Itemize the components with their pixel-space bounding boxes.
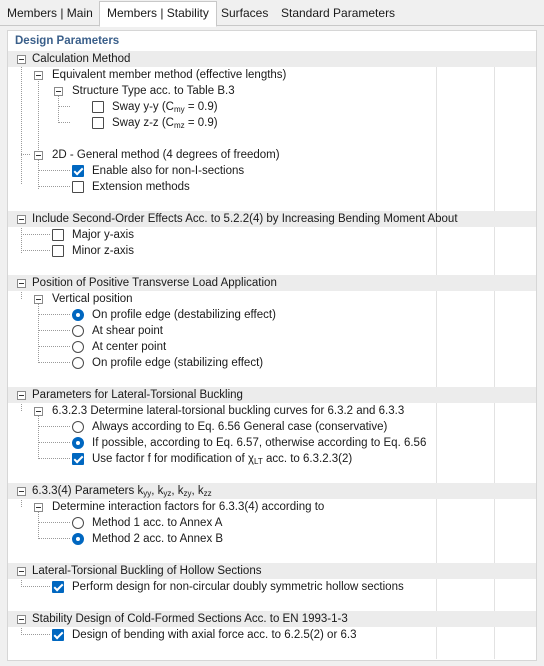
option-label: Perform design for non-circular doubly symmetric hollow sections [72, 581, 404, 593]
group-calculation-method[interactable] [8, 51, 537, 67]
group-label: Parameters for Lateral-Torsional Buckling [32, 389, 243, 401]
collapse-toggle-icon[interactable] [34, 295, 43, 304]
option-label: Method 2 acc. to Annex B [92, 533, 224, 545]
radio-button[interactable] [72, 533, 84, 545]
design-parameters-panel [7, 30, 537, 661]
option-major-axis[interactable] [8, 227, 537, 243]
group-label: Lateral-Torsional Buckling of Hollow Sections [32, 565, 262, 577]
radio-button[interactable] [72, 309, 84, 321]
group-label: 6.3.3(4) Parameters $k_{yy}$, $k_{yz}$, $k_{zy}$, $k_{zz}$ [32, 485, 212, 498]
extension-methods-checkbox[interactable] [72, 181, 84, 193]
collapse-toggle-icon[interactable] [17, 279, 26, 288]
group-params-633[interactable] [8, 483, 537, 499]
label-part: Sway y-y (C [112, 101, 174, 113]
option-profile-destabilizing[interactable] [8, 307, 537, 323]
label-part: Use factor f for modification of [92, 453, 248, 465]
use-factor-f-checkbox[interactable] [72, 453, 84, 465]
tree-label: 6.3.2.3 Determine lateral-torsional buckling curves for 6.3.2 and 6.3.3 [52, 405, 405, 417]
tree-vertical-position[interactable] [8, 291, 537, 307]
label-sub: my [173, 105, 185, 114]
hollow-design-checkbox[interactable] [52, 581, 64, 593]
option-if-possible-657[interactable] [8, 435, 537, 451]
tree-interaction-factors[interactable] [8, 499, 537, 515]
option-label: At center point [92, 341, 167, 353]
option-method-1[interactable] [8, 515, 537, 531]
tree-structure-type[interactable] [8, 83, 537, 99]
spacer-row [8, 643, 537, 659]
option-center-point[interactable] [8, 339, 537, 355]
collapse-toggle-icon[interactable] [34, 71, 43, 80]
spacer-row [8, 547, 537, 563]
tab-bar [0, 0, 544, 26]
option-minor-axis[interactable] [8, 243, 537, 259]
option-label: Design of bending with axial force acc. to 6.2.5(2) or 6.3 [72, 629, 357, 641]
panel-title: Design Parameters [15, 35, 120, 47]
option-cold-formed-design[interactable] [8, 627, 537, 643]
tab-standard-parameters[interactable]: Standard Parameters [281, 6, 396, 20]
label-part: Sway z-z (C [112, 117, 174, 129]
option-label: On profile edge (stabilizing effect) [92, 357, 264, 369]
group-label: Position of Positive Transverse Load Application [32, 277, 277, 289]
tree-label: Equivalent member method (effective lengths) [52, 69, 287, 81]
tab-members-stability[interactable]: Members | Stability [99, 1, 217, 27]
spacer-row [8, 371, 537, 387]
radio-button[interactable] [72, 421, 84, 433]
option-label: Major y-axis [72, 229, 134, 241]
tree-equivalent-member[interactable] [8, 67, 537, 83]
collapse-toggle-icon[interactable] [34, 151, 43, 160]
group-label: Stability Design of Cold-Formed Sections Acc. to EN 1993-1-3 [32, 613, 348, 625]
collapse-toggle-icon[interactable] [17, 55, 26, 64]
option-enable-non-i[interactable] [8, 163, 537, 179]
option-label: Extension methods [92, 181, 190, 193]
sway-z-checkbox[interactable] [92, 117, 104, 129]
option-label: Minor z-axis [72, 245, 134, 257]
cold-formed-checkbox[interactable] [52, 629, 64, 641]
spacer-row [8, 467, 537, 483]
option-extension-methods[interactable] [8, 179, 537, 195]
radio-button[interactable] [72, 437, 84, 449]
group-cold-formed[interactable] [8, 611, 537, 627]
minor-axis-checkbox[interactable] [52, 245, 64, 257]
label-sub: mz [173, 121, 185, 130]
option-method-2[interactable] [8, 531, 537, 547]
tab-members-main[interactable]: Members | Main [7, 6, 93, 20]
label-sub: yz [163, 489, 172, 498]
option-label: On profile edge (destabilizing effect) [92, 309, 276, 321]
spacer-row [8, 195, 537, 211]
tree-label: Vertical position [52, 293, 133, 305]
major-axis-checkbox[interactable] [52, 229, 64, 241]
label-sub: zy [183, 489, 192, 498]
label-part: acc. to 6.3.2.3(2) [262, 453, 353, 465]
group-ltb-params[interactable] [8, 387, 537, 403]
option-shear-point[interactable] [8, 323, 537, 339]
collapse-toggle-icon[interactable] [17, 615, 26, 624]
label-part: 6.3.3(4) Parameters k [32, 485, 144, 497]
tree-ltb-curves[interactable] [8, 403, 537, 419]
option-label: Method 1 acc. to Annex A [92, 517, 223, 529]
label-part: χ [247, 453, 254, 465]
collapse-toggle-icon[interactable] [17, 391, 26, 400]
label-part: = 0.9) [184, 117, 218, 129]
tree-general-method[interactable] [8, 147, 537, 163]
sway-y-checkbox[interactable] [92, 101, 104, 113]
spacer-row [8, 131, 537, 147]
label-sub: zz [203, 489, 212, 498]
option-sway-z[interactable] [8, 115, 537, 131]
label-part: = 0.9) [184, 101, 218, 113]
group-hollow-sections[interactable] [8, 563, 537, 579]
tree-label: Determine interaction factors for 6.3.3(4) according to [52, 501, 325, 513]
collapse-toggle-icon[interactable] [54, 87, 63, 96]
radio-button[interactable] [72, 325, 84, 337]
group-position[interactable] [8, 275, 537, 291]
tab-surfaces[interactable]: Surfaces [221, 6, 269, 20]
tree-label: Structure Type acc. to Table B.3 [72, 85, 235, 97]
collapse-toggle-icon[interactable] [17, 567, 26, 576]
option-label: If possible, according to Eq. 6.57, otherwise according to Eq. 6.56 [92, 437, 427, 449]
collapse-toggle-icon[interactable] [34, 503, 43, 512]
radio-button[interactable] [72, 357, 84, 369]
group-label: Include Second-Order Effects Acc. to 5.2.2(4) by Increasing Bending Moment About [32, 213, 458, 225]
spacer-row [8, 259, 537, 275]
radio-button[interactable] [72, 517, 84, 529]
tree-label: 2D - General method (4 degrees of freedom) [52, 149, 280, 161]
label-sub: LT [254, 457, 263, 466]
enable-non-i-checkbox[interactable] [72, 165, 84, 177]
spacer-row [8, 595, 537, 611]
radio-button[interactable] [72, 341, 84, 353]
option-use-factor-f[interactable] [8, 451, 537, 467]
group-label: Calculation Method [32, 53, 131, 65]
label-sub: yy [143, 489, 152, 498]
collapse-toggle-icon[interactable] [17, 487, 26, 496]
option-hollow-design[interactable] [8, 579, 537, 595]
option-sway-y[interactable] [8, 99, 537, 115]
collapse-toggle-icon[interactable] [34, 407, 43, 416]
option-profile-stabilizing[interactable] [8, 355, 537, 371]
group-second-order[interactable] [8, 211, 537, 227]
option-label: At shear point [92, 325, 163, 337]
collapse-toggle-icon[interactable] [17, 215, 26, 224]
option-label: Enable also for non-I-sections [92, 165, 245, 177]
option-label: Always according to Eq. 6.56 General case (conservative) [92, 421, 388, 433]
option-always-656[interactable] [8, 419, 537, 435]
